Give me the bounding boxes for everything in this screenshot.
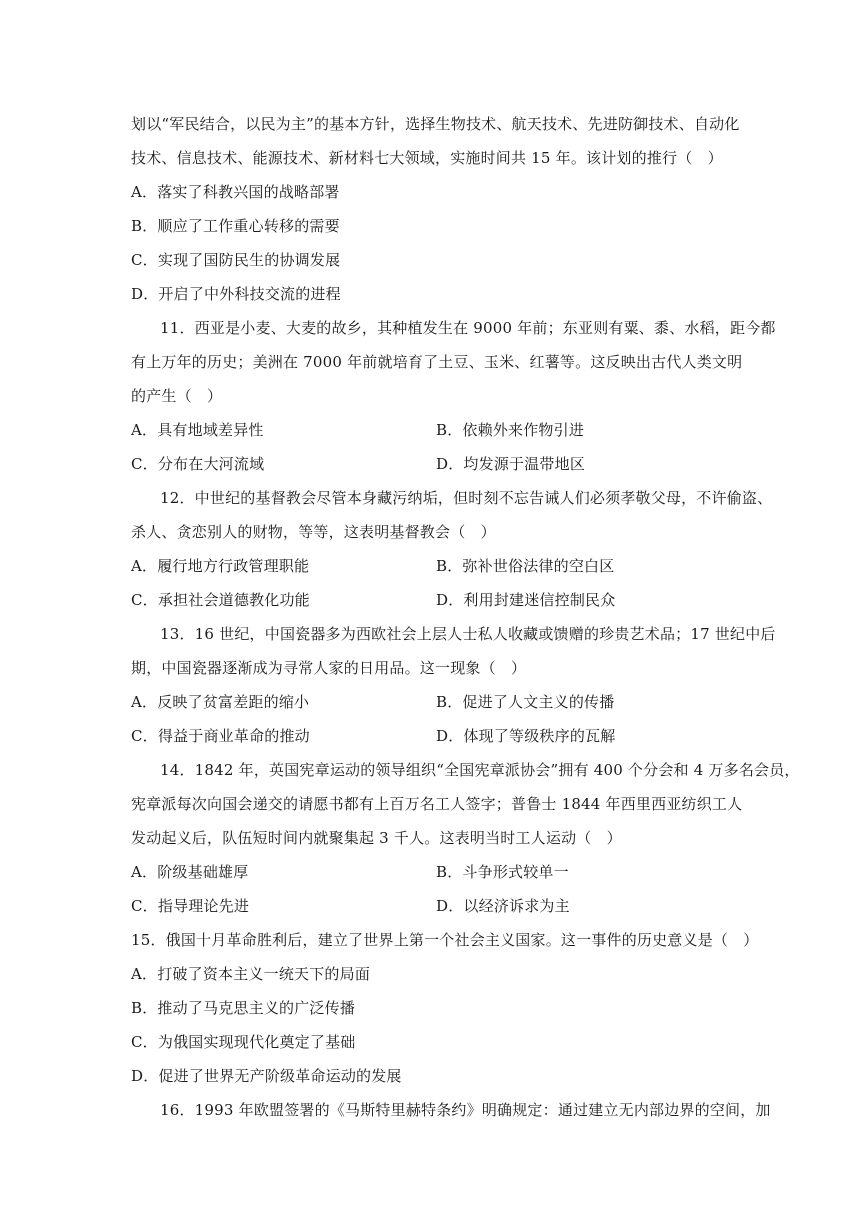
- q12-option-a: A．履行地方行政管理职能: [131, 557, 310, 575]
- q11-stem-line-3: 的产生（ ）: [131, 387, 223, 405]
- q14-option-d: D．以经济诉求为主: [436, 897, 570, 915]
- q13-option-c: C．得益于商业革命的推动: [131, 727, 310, 745]
- q15-option-c: C．为俄国实现现代化奠定了基础: [131, 1033, 356, 1051]
- q13-stem-line-1: 13．16 世纪，中国瓷器多为西欧社会上层人士私人收藏或馈赠的珍贵艺术品；17 世纪中后: [160, 625, 776, 643]
- q11-option-c: C．分布在大河流域: [131, 455, 265, 473]
- q13-option-b: B．促进了人文主义的传播: [436, 693, 615, 711]
- q10-option-b: B．顺应了工作重心转移的需要: [131, 217, 340, 235]
- q12-option-c: C．承担社会道德教化功能: [131, 591, 310, 609]
- q11-option-a: A．具有地域差异性: [131, 421, 264, 439]
- q14-stem-line-1: 14．1842 年，英国宪章运动的领导组织“全国宪章派协会”拥有 400 个分会和 4 万多名会员，: [160, 761, 800, 779]
- q11-stem-line-2: 有上万年的历史；美洲在 7000 年前就培育了土豆、玉米、红薯等。这反映出古代人类文明: [131, 353, 743, 371]
- q12-option-d: D．利用封建迷信控制民众: [436, 591, 616, 609]
- q15-option-b: B．推动了马克思主义的广泛传播: [131, 999, 356, 1017]
- q13-stem-line-2: 期，中国瓷器逐渐成为寻常人家的日用品。这一现象（ ）: [131, 659, 527, 677]
- q12-stem-line-2: 杀人、贪恋别人的财物，等等，这表明基督教会（ ）: [131, 523, 496, 541]
- q15-option-d: D．促进了世界无产阶级革命运动的发展: [131, 1067, 402, 1085]
- q15-stem-line-1: 15．俄国十月革命胜利后，建立了世界上第一个社会主义国家。这一事件的历史意义是（ ）: [131, 931, 759, 949]
- q10-option-a: A．落实了科教兴国的战略部署: [131, 183, 340, 201]
- q14-option-a: A．阶级基础雄厚: [131, 863, 249, 881]
- q12-option-b: B．弥补世俗法律的空白区: [436, 557, 615, 575]
- q12-stem-line-1: 12．中世纪的基督教会尽管本身藏污纳垢，但时刻不忘告诫人们必须孝敬父母，不许偷盗、: [160, 489, 773, 507]
- q13-option-a: A．反映了贫富差距的缩小: [131, 693, 310, 711]
- q14-option-b: B．斗争形式较单一: [436, 863, 569, 881]
- q14-option-c: C．指导理论先进: [131, 897, 250, 915]
- q10-stem-line-1: 划以“军民结合，以民为主”的基本方针，选择生物技术、航天技术、先进防御技术、自动化: [131, 115, 740, 133]
- q13-option-d: D．体现了等级秩序的瓦解: [436, 727, 616, 745]
- q11-stem-line-1: 11．西亚是小麦、大麦的故乡，其种植发生在 9000 年前；东亚则有粟、黍、水稻，距今都: [160, 319, 776, 337]
- q11-option-b: B．依赖外来作物引进: [436, 421, 585, 439]
- q10-stem-line-2: 技术、信息技术、能源技术、新材料七大领域，实施时间共 15 年。该计划的推行（ ）: [131, 149, 723, 167]
- q14-stem-line-3: 发动起义后，队伍短时间内就聚集起 3 千人。这表明当时工人运动（ ）: [131, 829, 622, 847]
- q16-stem-line-1: 16．1993 年欧盟签署的《马斯特里赫特条约》明确规定：通过建立无内部边界的空间，加: [160, 1101, 771, 1119]
- q10-option-c: C．实现了国防民生的协调发展: [131, 251, 341, 269]
- q11-option-d: D．均发源于温带地区: [436, 455, 586, 473]
- q14-stem-line-2: 宪章派每次向国会递交的请愿书都有上百万名工人签字；普鲁士 1844 年西里西亚纺织工人: [131, 795, 743, 813]
- q10-option-d: D．开启了中外科技交流的进程: [131, 285, 341, 303]
- q15-option-a: A．打破了资本主义一统天下的局面: [131, 965, 371, 983]
